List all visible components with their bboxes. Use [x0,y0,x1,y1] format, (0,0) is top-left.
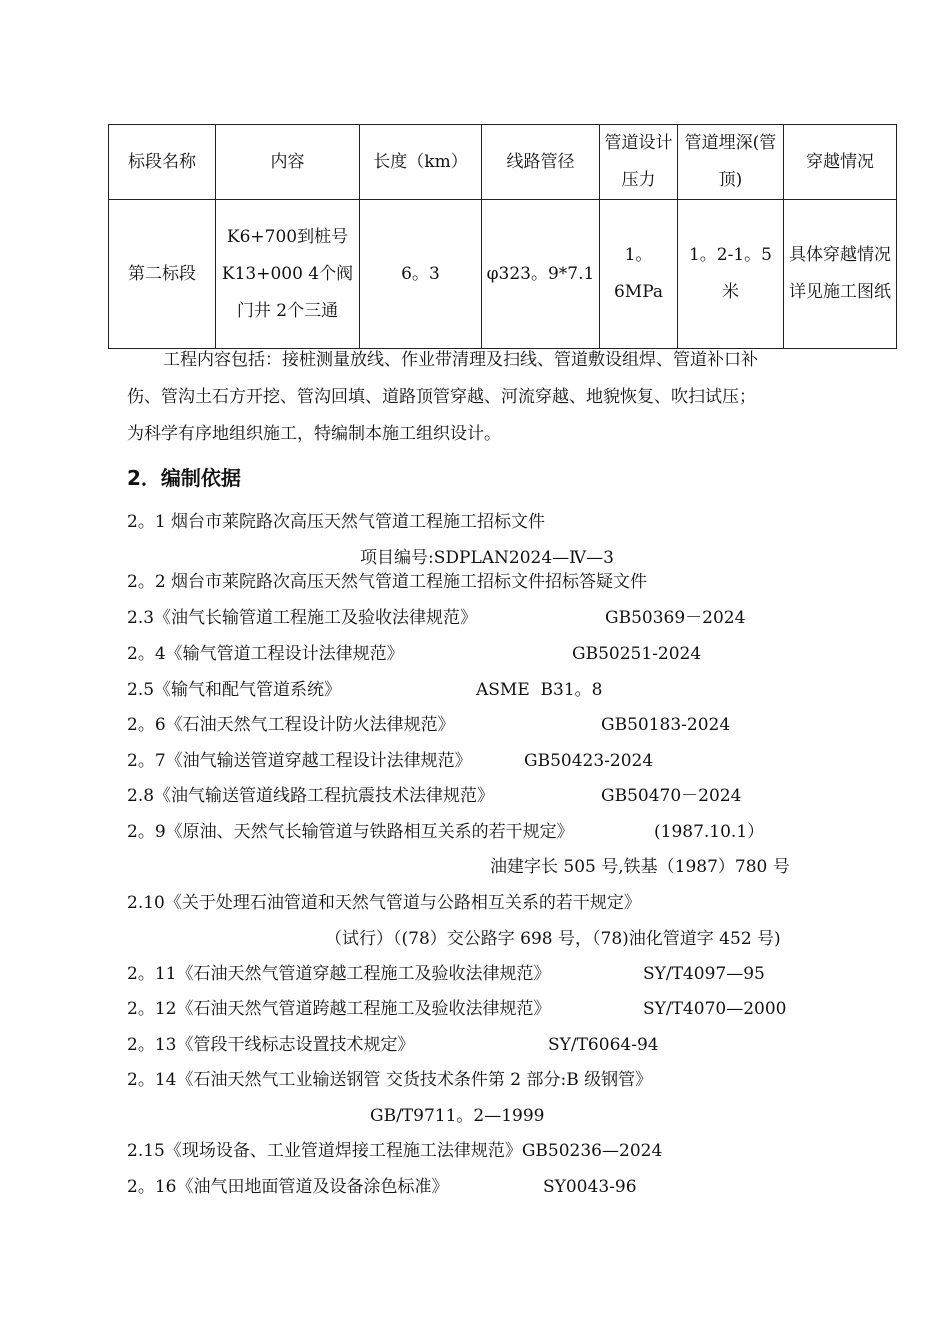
reference-code: SY/T6064-94 [548,1035,659,1055]
table-cell: φ323。9*7.1 [482,200,600,349]
section-heading: 2．编制依据 [127,466,241,490]
table-row [109,200,897,349]
intro-line: 工程内容包括：接桩测量放线、作业带清理及扫线、管道敷设组焊、管道补口补 [163,350,758,370]
project-spec-table [108,124,897,349]
table-cell: 6。3 [360,200,482,349]
reference-code: 项目编号:SDPLAN2024—Ⅳ—3 [360,548,614,568]
intro-line: 为科学有序地组织施工，特编制本施工组织设计。 [127,424,501,444]
reference-code: 油建字长 505 号,铁基（1987）780 号 [490,857,790,877]
header-cell: 管道埋深(管顶) [678,125,784,200]
reference-code: （试行）（(78）交公路字 698 号，（78)油化管道字 452 号) [325,929,781,949]
reference-item: 2.5《输气和配气管道系统》 [127,680,342,700]
reference-code: SY/T4070—2000 [643,999,787,1019]
header-cell: 标段名称 [109,125,216,200]
reference-code: ASME B31。8 [476,680,603,700]
header-cell: 穿越情况 [784,125,897,200]
reference-code: GB50423-2024 [524,751,654,771]
table-cell: 具体穿越情况详见施工图纸 [784,200,897,349]
reference-item: 2。6《石油天然气工程设计防火法律规范》 [127,715,455,735]
table-cell: K6+700到桩号K13+000 4个阀门井 2个三通 [216,200,360,349]
reference-item: 2。7《油气输送管道穿越工程设计法律规范》 [127,751,472,771]
reference-item: 2。14《石油天然气工业输送钢管 交货技术条件第 2 部分:B 级钢管》 [127,1070,653,1090]
reference-item: 2.10《关于处理石油管道和天然气管道与公路相互关系的若干规定》 [127,893,641,913]
reference-item: 2.3《油气长输管道工程施工及验收法律规范》 [127,608,478,628]
table-cell: 1。6MPa [600,200,678,349]
reference-item: 2。11《石油天然气管道穿越工程施工及验收法律规范》 [127,964,551,984]
reference-code: SY/T4097—95 [643,964,765,984]
reference-code: GB50183-2024 [601,715,731,735]
reference-code: GB50369－2024 [605,608,746,628]
reference-code: GB50251-2024 [572,644,702,664]
header-cell: 长度（km） [360,125,482,200]
table-header-row [109,125,897,200]
reference-code: GB/T9711。2—1999 [370,1106,545,1126]
reference-item: 2。9《原油、天然气长输管道与铁路相互关系的若干规定》 [127,822,574,842]
header-cell: 内容 [216,125,360,200]
intro-paragraph [127,342,857,453]
reference-item: 2。1 烟台市莱院路次高压天然气管道工程施工招标文件 [127,512,546,532]
reference-item: 2。4《输气管道工程设计法律规范》 [127,644,404,664]
reference-code: GB50470－2024 [601,786,742,806]
intro-line: 伤、管沟土石方开挖、管沟回填、道路顶管穿越、河流穿越、地貌恢复、吹扫试压； [127,387,756,407]
reference-code: SY0043-96 [543,1177,637,1197]
reference-code: (1987.10.1） [654,822,765,842]
reference-item: 2.8《油气输送管道线路工程抗震技术法律规范》 [127,786,495,806]
header-cell: 线路管径 [482,125,600,200]
table-cell: 第二标段 [109,200,216,349]
table-cell: 1。2-1。5米 [678,200,784,349]
reference-item: 2。16《油气田地面管道及设备涂色标准》 [127,1177,449,1197]
reference-item: 2.15《现场设备、工业管道焊接工程施工法律规范》GB50236—2024 [127,1141,663,1161]
reference-item: 2。13《管段干线标志设置技术规定》 [127,1035,415,1055]
reference-item: 2。12《石油天然气管道跨越工程施工及验收法律规范》 [127,999,551,1019]
header-cell: 管道设计压力 [600,125,678,200]
reference-item: 2。2 烟台市莱院路次高压天然气管道工程施工招标文件招标答疑文件 [127,572,648,592]
